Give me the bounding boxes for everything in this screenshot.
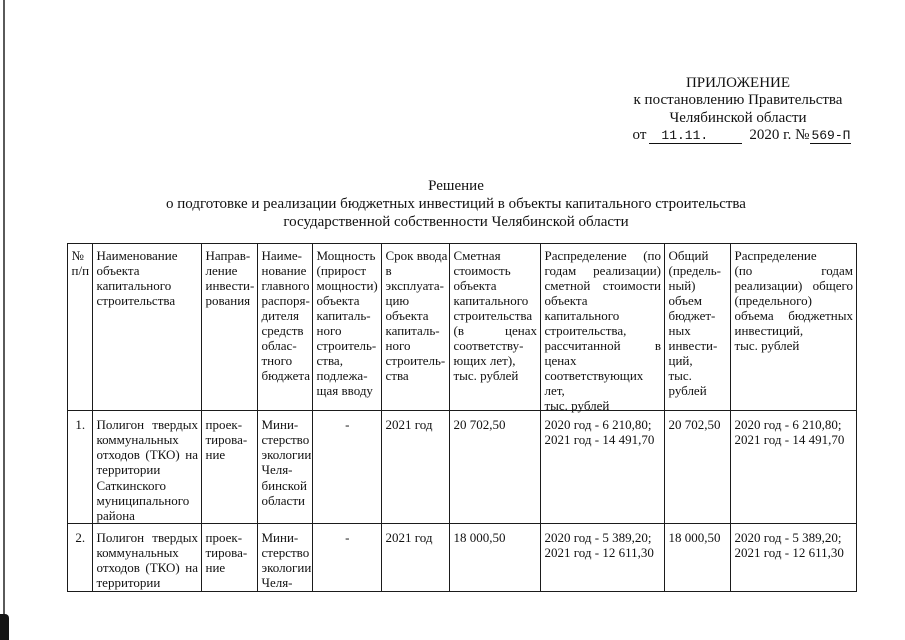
cell-text-line: объекта	[385, 308, 429, 323]
cell-text-line: 2021 год - 12 611,30	[544, 544, 654, 560]
cell-text-line: Мини-	[261, 416, 299, 432]
date-value: 11.11.	[661, 127, 709, 143]
cell-text-line: отходов (ТКО) на	[96, 560, 198, 576]
cell-text-line: рассчитанной в	[544, 338, 661, 353]
cell-text-line: ций,	[668, 353, 693, 368]
cell-text-line: строитель-	[385, 353, 446, 368]
cell-text-line: дителя	[261, 308, 299, 323]
cell-text-line: ление	[205, 263, 238, 278]
cell-text-line: рования	[205, 293, 251, 308]
cell-text-line: ства	[385, 368, 409, 383]
column-header-estimated-cost	[450, 243, 541, 411]
cell-text-line: Наименование	[96, 248, 178, 263]
cell-capacity	[313, 411, 382, 524]
cell-text-line: капитального	[96, 278, 172, 293]
cell-text-line: стерство	[261, 544, 310, 560]
document-heading: Решение	[428, 178, 484, 194]
cell-text-line: ства,	[316, 353, 343, 368]
cell-investment-by-year	[731, 524, 857, 592]
cell-text-line: 1.	[75, 416, 86, 432]
cell-text-line: 2020 год - 6 210,80;	[734, 416, 842, 432]
column-header-commissioning-date	[382, 243, 450, 411]
cell-text-line: Общий	[668, 248, 709, 263]
cell-object-name	[93, 411, 202, 524]
cell-text-line: п/п	[71, 263, 90, 278]
table-row	[67, 411, 857, 524]
cell-text-line: 2021 год	[385, 416, 433, 432]
cell-text-line: территории	[96, 575, 161, 591]
cell-text-line: ние	[205, 447, 226, 463]
cell-text-line: Срок ввода	[385, 248, 448, 263]
cell-text-line: ного	[385, 338, 411, 353]
cell-text-line: цию	[385, 293, 410, 308]
cell-text-line: облас-	[261, 338, 297, 353]
cell-text-line: объекта	[544, 293, 588, 308]
cell-estimated-cost	[450, 411, 541, 524]
cell-text-line: (по годам	[734, 263, 853, 278]
column-header-estimated-cost-by-year	[541, 243, 665, 411]
scan-corner-mark	[0, 614, 9, 640]
appendix-region-line: Челябинской области	[669, 109, 807, 126]
appendix-title: ПРИЛОЖЕНИЕ	[685, 75, 791, 91]
cell-text-line: Распределение (по	[544, 248, 661, 263]
document-title	[100, 177, 812, 231]
cell-text-line: 18 000,50	[453, 529, 506, 545]
cell-text-line: Саткинского	[96, 477, 166, 493]
cell-text-line: Распределение	[734, 248, 817, 263]
cell-text-line: ющих лет),	[453, 353, 516, 368]
cell-text-line: объекта	[96, 263, 140, 278]
cell-text-line: Сметная	[453, 248, 501, 263]
cell-text-line: мощности)	[316, 278, 378, 293]
appendix-block	[608, 75, 868, 144]
cell-number	[67, 411, 93, 524]
cell-text-line: тного	[261, 353, 293, 368]
cell-text-line: ных	[668, 323, 691, 338]
cell-text-line: проек-	[205, 416, 243, 432]
cell-object-name	[93, 524, 202, 592]
cell-text-line: (прирост	[316, 263, 367, 278]
column-header-object-name	[93, 243, 202, 411]
cell-text-line: капиталь-	[316, 308, 371, 323]
cell-text-line: Направ-	[205, 248, 251, 263]
cell-capacity	[313, 524, 382, 592]
cell-budget-manager	[258, 524, 313, 592]
cell-text-line: коммунальных	[96, 544, 179, 560]
cell-text-line: 2020 год - 6 210,80;	[544, 416, 652, 432]
cell-text-line: строительства,	[544, 323, 627, 338]
cell-text-line: 2021 год - 12 611,30	[734, 544, 844, 560]
document-subject-line: государственной собственности Челябинской области	[283, 214, 629, 230]
cell-total-investment	[665, 524, 731, 592]
cell-text-line: района	[96, 508, 135, 524]
cell-commissioning-date	[382, 411, 450, 524]
cell-text-line: муниципального	[96, 492, 190, 508]
cell-text-line: инвести-	[668, 338, 718, 353]
cell-text-line: стоимость	[453, 263, 511, 278]
cell-text-line: капитального	[453, 293, 529, 308]
cell-text-line: капитального	[544, 308, 620, 323]
cell-text-line: строитель-	[316, 338, 377, 353]
cell-text-line: объем	[668, 293, 703, 308]
column-header-total-investment	[665, 243, 731, 411]
column-header-investment-direction	[202, 243, 258, 411]
column-header-capacity	[313, 243, 382, 411]
cell-text-line: территории	[96, 462, 161, 478]
cell-text-line: объекта	[316, 293, 360, 308]
cell-text-line: 2020 год - 5 389,20;	[734, 529, 842, 545]
cell-text-line: объекта	[453, 278, 497, 293]
cell-text-line: ценах	[544, 353, 577, 368]
resolution-number: 569-П	[811, 127, 851, 143]
cell-text-line: рублей	[668, 383, 707, 398]
cell-text-line: соответству-	[453, 338, 524, 353]
date-field	[649, 128, 742, 144]
cell-text-line: 2.	[75, 529, 86, 545]
column-header-budget-manager	[258, 243, 313, 411]
cell-estimated-cost	[450, 524, 541, 592]
cell-text-line: средств	[261, 323, 304, 338]
cell-estimated-cost-by-year	[541, 411, 665, 524]
appendix-resolution-line: к постановлению Правительства	[633, 92, 843, 109]
cell-text-line: строительства	[453, 308, 533, 323]
cell-text-line: подлежа-	[316, 368, 368, 383]
cell-text-line: инвестиций,	[734, 323, 804, 338]
cell-text-line: щая вводу	[316, 383, 373, 398]
cell-text-line: 2021 год - 14 491,70	[544, 431, 655, 447]
column-header-number	[67, 243, 93, 411]
budget-investment-table	[67, 243, 857, 592]
cell-text-line: эксплуата-	[385, 278, 444, 293]
cell-estimated-cost-by-year	[541, 524, 665, 592]
cell-text-line: инвести-	[205, 278, 255, 293]
cell-text-line: объема бюджетных	[734, 308, 853, 323]
cell-text-line: 2021 год	[385, 529, 433, 545]
cell-text-line: коммунальных	[96, 431, 179, 447]
cell-text-line: экологии	[261, 447, 312, 463]
cell-commissioning-date	[382, 524, 450, 592]
cell-text-line: бюджета	[261, 368, 310, 383]
cell-text-line: годам реализации)	[544, 263, 661, 278]
cell-text-line: отходов (ТКО) на	[96, 447, 198, 463]
cell-text-line: 2020 год - 5 389,20;	[544, 529, 652, 545]
cell-text-line: соответствующих	[544, 368, 644, 383]
cell-text-line: ние	[205, 560, 226, 576]
appendix-date-line	[608, 127, 868, 144]
cell-text-line: строительства	[96, 293, 176, 308]
column-header-investment-by-year	[731, 243, 857, 411]
table-header-row	[67, 243, 857, 411]
cell-text-line: экологии	[261, 560, 312, 576]
cell-text-line: области	[261, 492, 305, 508]
date-prefix: от	[632, 126, 647, 143]
cell-text-line: Наиме-	[261, 248, 302, 263]
cell-text-line: нование	[261, 263, 307, 278]
cell-text-line: ного	[316, 323, 342, 338]
cell-text-line: тыс. рублей	[734, 338, 800, 353]
cell-text-line: 20 702,50	[668, 416, 721, 432]
cell-text-line: тыс. рублей	[544, 398, 610, 413]
cell-text-line: главного	[261, 278, 310, 293]
cell-text-line: Мини-	[261, 529, 299, 545]
cell-investment-direction	[202, 411, 258, 524]
cell-text-line: 18 000,50	[668, 529, 721, 545]
cell-text-line: тыс.	[668, 368, 692, 383]
cell-text-line: (в ценах	[453, 323, 537, 338]
document-subject-line: о подготовке и реализации бюджетных инвестиций в объекты капитального строительства	[166, 196, 746, 212]
cell-text-line: (предельного)	[734, 293, 812, 308]
table-row	[67, 524, 857, 592]
cell-text-line: ный)	[668, 278, 696, 293]
cell-text-line: проек-	[205, 529, 243, 545]
cell-text-line: Челя-	[261, 575, 293, 591]
cell-text-line: тирова-	[205, 544, 248, 560]
cell-text-line: бюджет-	[668, 308, 716, 323]
cell-text-line: 20 702,50	[453, 416, 506, 432]
cell-text-line: реализации) общего	[734, 278, 853, 293]
cell-text-line: тирова-	[205, 431, 248, 447]
cell-total-investment	[665, 411, 731, 524]
cell-text-line: Полигон твердых	[96, 416, 198, 432]
cell-text-line: Челя-	[261, 462, 293, 478]
cell-text-line: капиталь-	[385, 323, 440, 338]
cell-text-line: -	[345, 416, 350, 432]
year-number-label: 2020 г. №	[749, 126, 810, 143]
cell-text-line: (предель-	[668, 263, 722, 278]
cell-text-line: тыс. рублей	[453, 368, 519, 383]
scan-edge-line	[3, 0, 5, 640]
cell-text-line: бинской	[261, 477, 307, 493]
cell-text-line: распоря-	[261, 293, 310, 308]
cell-text-line: сметной стоимости	[544, 278, 661, 293]
cell-text-line: стерство	[261, 431, 310, 447]
cell-investment-direction	[202, 524, 258, 592]
cell-investment-by-year	[731, 411, 857, 524]
cell-text-line: лет,	[544, 383, 565, 398]
cell-text-line: Мощность	[316, 248, 376, 263]
cell-text-line: -	[345, 529, 350, 545]
cell-text-line: Полигон твердых	[96, 529, 198, 545]
cell-number	[67, 524, 93, 592]
cell-text-line: 2021 год - 14 491,70	[734, 431, 845, 447]
cell-budget-manager	[258, 411, 313, 524]
cell-text-line: №	[71, 248, 84, 263]
cell-text-line: в	[385, 263, 392, 278]
